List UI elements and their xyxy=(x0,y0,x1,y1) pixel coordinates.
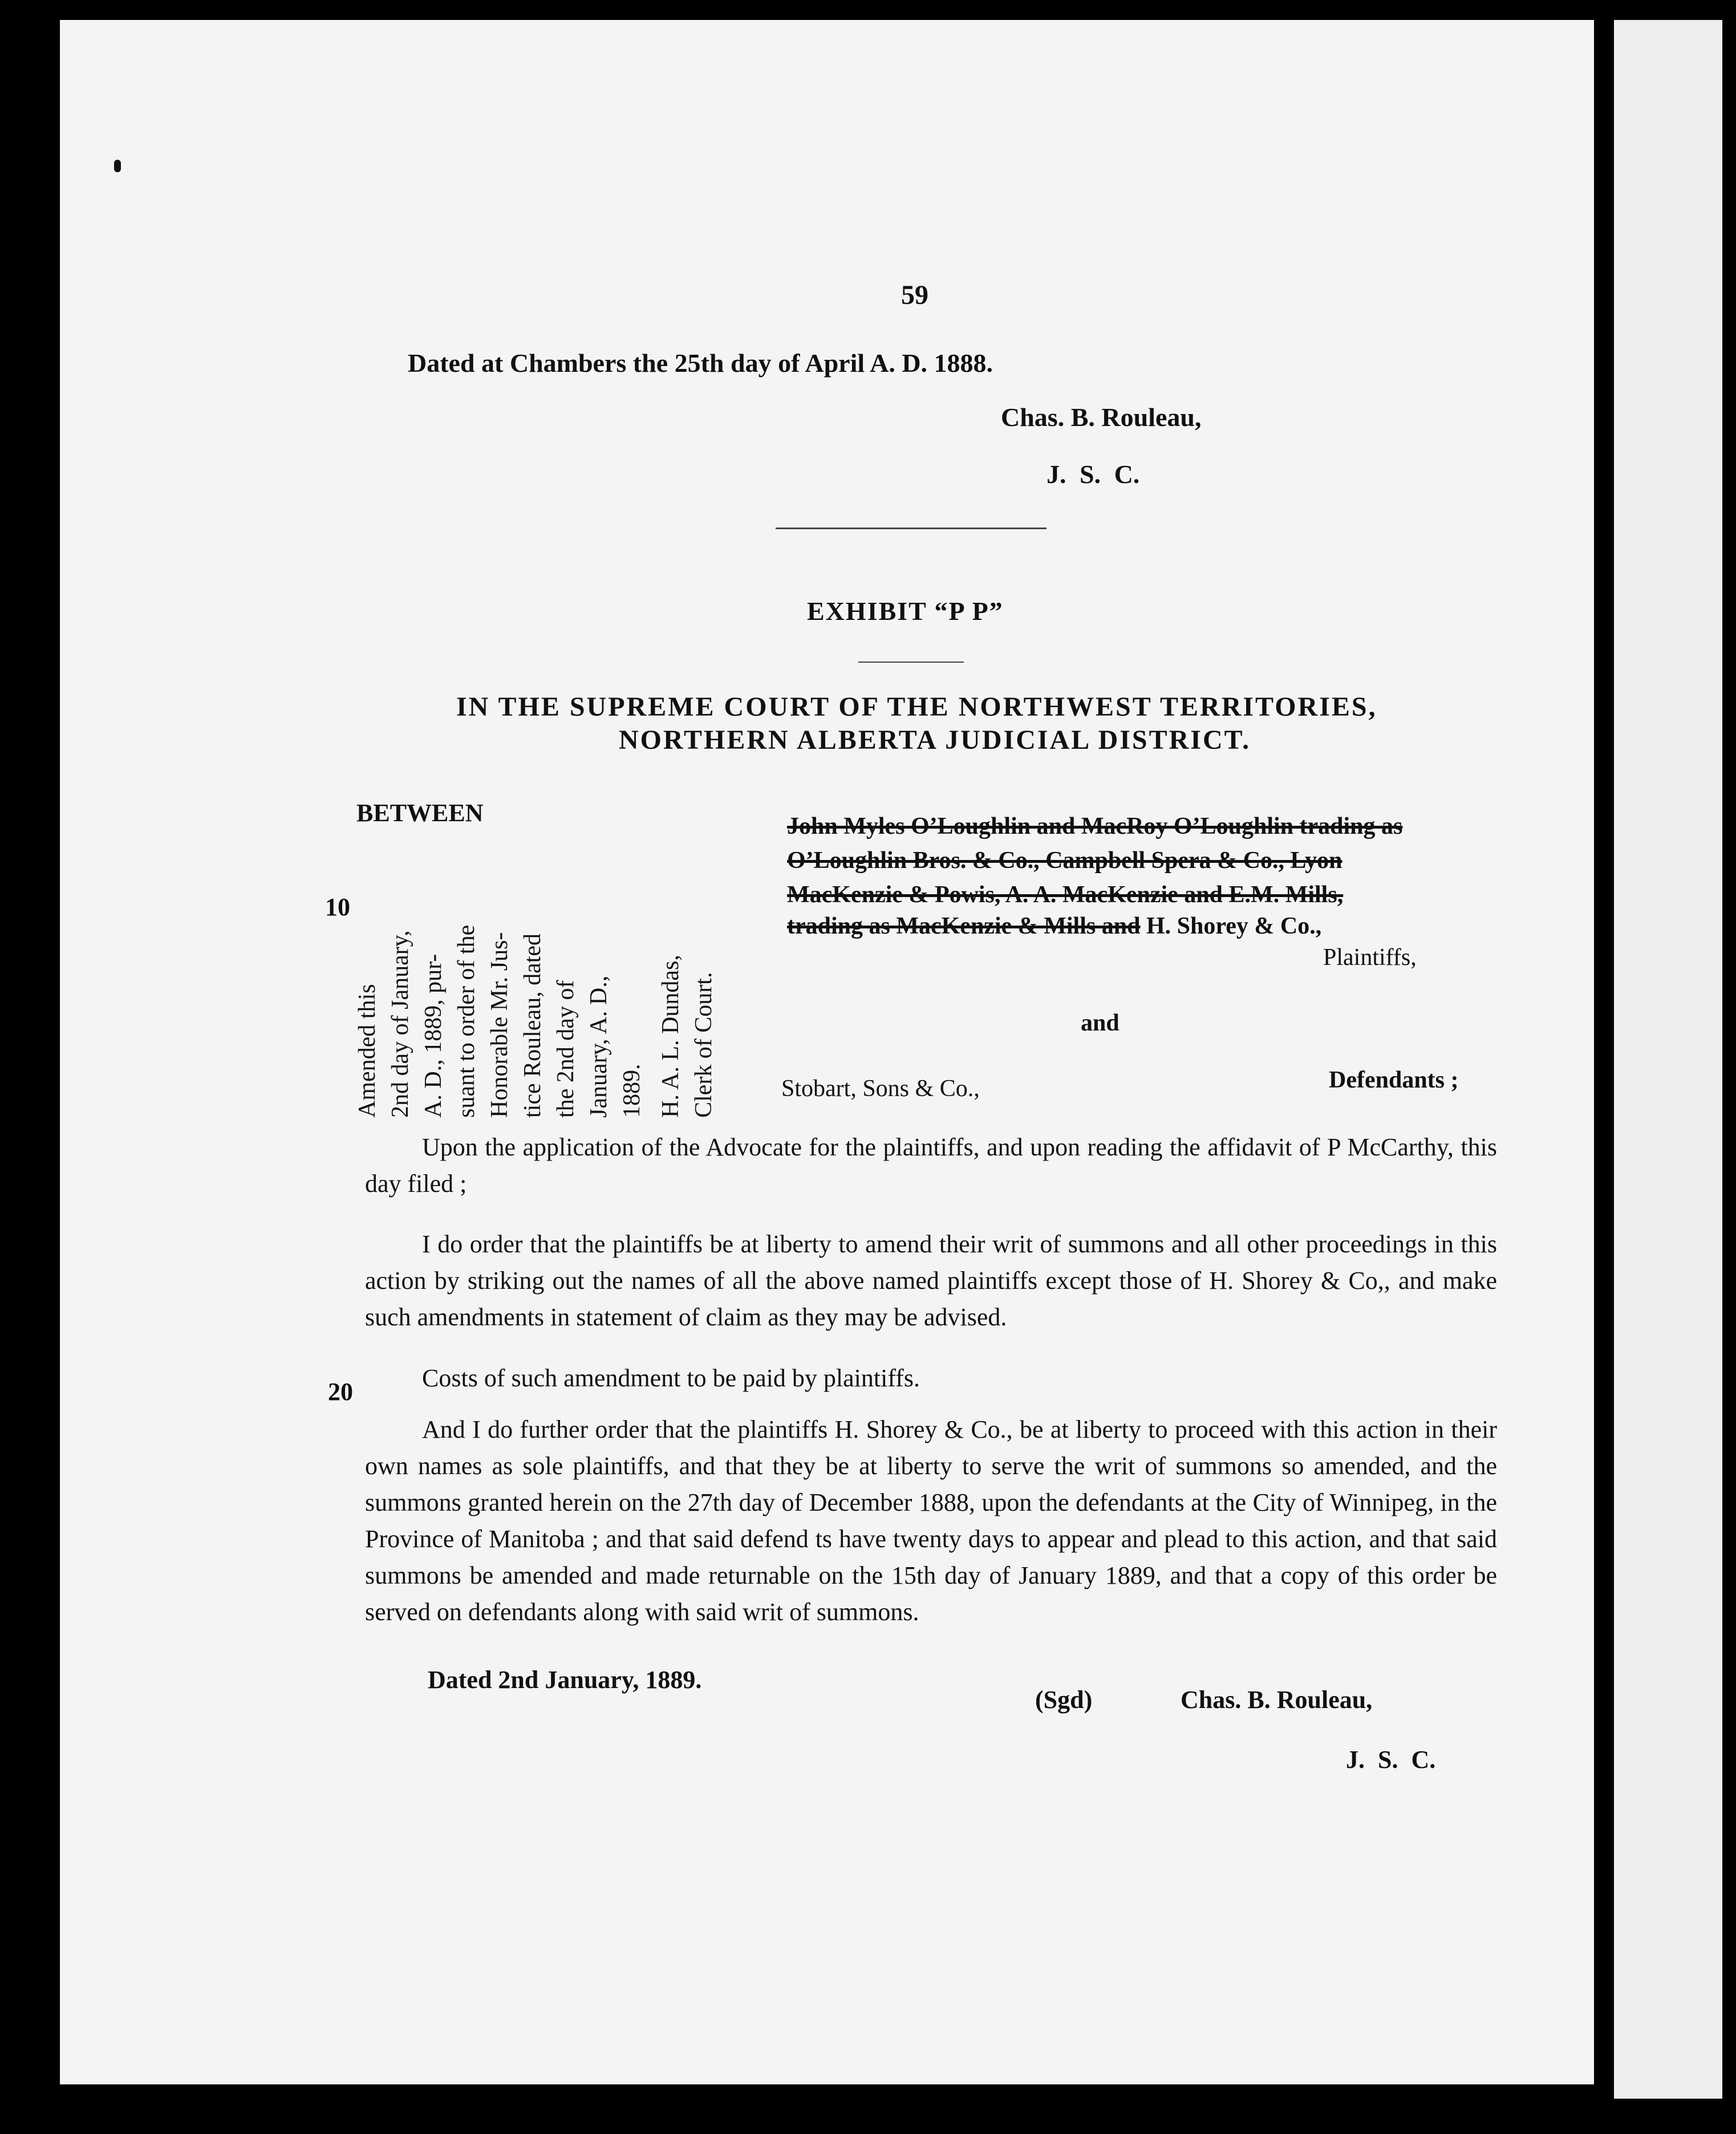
signature-rouleau-1: Chas. B. Rouleau, xyxy=(1001,403,1202,432)
party-line-4 xyxy=(787,912,1321,940)
paragraph-costs: Costs of such amendment to be paid by plaintiffs. xyxy=(422,1364,920,1392)
ink-mark xyxy=(114,160,121,172)
line-number-10: 10 xyxy=(325,893,350,921)
defendant-name: Stobart, Sons & Co., xyxy=(781,1076,980,1102)
line-number-20: 20 xyxy=(328,1378,353,1406)
margin-note-line: 1889. xyxy=(619,1064,645,1118)
struck-party-line-4: trading as MacKenzie & Mills and xyxy=(787,913,1141,939)
margin-note-line: tice Rouleau, dated xyxy=(520,933,546,1118)
signature-rouleau-2: Chas. B. Rouleau, xyxy=(1181,1686,1373,1714)
margin-note-line: the 2nd day of xyxy=(553,980,579,1118)
court-heading-line-1: IN THE SUPREME COURT OF THE NORTHWEST TERRITORIES, xyxy=(456,692,1377,722)
divider-rule-2 xyxy=(858,662,964,663)
dated-at-chambers: Dated at Chambers the 25th day of April A. D. 1888. xyxy=(408,348,993,378)
page-number: 59 xyxy=(901,280,928,310)
margin-note-line: suant to order of the xyxy=(453,924,480,1118)
exhibit-title: EXHIBIT “P P” xyxy=(807,597,1004,626)
paragraph-application: Upon the application of the Advocate for the plaintiffs, and upon reading the affidavit of P McCarthy, this day filed ; xyxy=(365,1133,1497,1198)
plaintiffs-label: Plaintiffs, xyxy=(1323,944,1417,971)
struck-party-line-2: O’Loughlin Bros. & Co., Campbell Spera & Co., Lyon xyxy=(787,847,1342,874)
struck-party-line-3: MacKenzie & Powis, A. A. MacKenzie and E.M. Mills, xyxy=(787,882,1344,908)
dated-order: Dated 2nd January, 1889. xyxy=(428,1666,702,1694)
sgd-label: (Sgd) xyxy=(1035,1686,1093,1714)
margin-note-line: Clerk of Court. xyxy=(691,972,717,1118)
margin-amendment-note xyxy=(351,890,720,1118)
divider-rule-1 xyxy=(776,528,1047,529)
between-label: BETWEEN xyxy=(356,799,484,827)
struck-party-line-1: John Myles O’Loughlin and MacRoy O’Loughlin trading as xyxy=(787,813,1403,839)
document-page xyxy=(60,20,1594,2084)
defendants-label: Defendants ; xyxy=(1329,1067,1459,1093)
jsc-title-2: J. S. C. xyxy=(1346,1746,1436,1774)
and-word: and xyxy=(1081,1010,1120,1036)
margin-note-line: Honorable Mr. Jus- xyxy=(486,932,513,1118)
margin-note-line: Amended this xyxy=(354,984,380,1118)
margin-note-line: A. D., 1889, pur- xyxy=(420,954,447,1118)
paragraph-order: I do order that the plaintiffs be at liberty to amend their writ of summons and all other proceedings in this action by striking out the names of all the above named plaintiffs except those of H. Shorey & Co,, and make such amendments in statement of claim as they may be advised. xyxy=(365,1230,1497,1331)
plaintiff-name: H. Shorey & Co., xyxy=(1146,913,1322,939)
court-heading-line-2: NORTHERN ALBERTA JUDICIAL DISTRICT. xyxy=(619,725,1251,755)
margin-note-line: 2nd day of January, xyxy=(387,930,413,1118)
margin-note-line: January, A. D., xyxy=(586,975,612,1118)
next-page-edge xyxy=(1614,20,1722,2099)
margin-note-line: H. A. L. Dundas, xyxy=(658,955,684,1118)
jsc-title-1: J. S. C. xyxy=(1047,460,1140,489)
paragraph-further-order: And I do further order that the plaintiffs H. Shorey & Co., be at liberty to proceed with this action in their own names as sole plaintiffs, and that they be at liberty to serve the writ of summons so amended, and the summons granted herein on the 27th day of December 1888, upon the defendants at the City of Winnipeg, in the Province of Manitoba ; and that said defend ts have twenty days to appear and plead to this action, and that said summons be amended and made returnable on the 15th day of January 1889, and that a copy of this order be served on defendants along with said writ of summons. xyxy=(365,1415,1497,1626)
